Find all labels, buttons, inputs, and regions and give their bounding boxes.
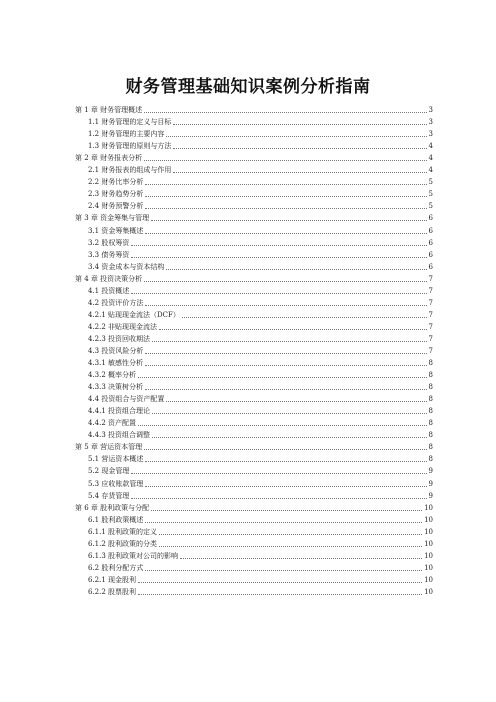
- toc-entry[interactable]: [75, 200, 433, 212]
- toc-entry-page-number: 7: [428, 322, 433, 331]
- toc-entry-page-number: 10: [424, 575, 433, 584]
- toc-dot-leader: [145, 570, 422, 571]
- toc-entry-page-number: 8: [428, 455, 433, 464]
- toc-entry-label: 3.3 债务筹资: [88, 250, 130, 259]
- toc-entry[interactable]: [75, 381, 433, 393]
- toc-entry-page-number: 5: [428, 178, 433, 187]
- toc-dot-leader: [138, 425, 426, 426]
- toc-entry-page-number: 7: [428, 298, 433, 307]
- toc-entry-page-number: 10: [424, 539, 433, 548]
- toc-entry-page-number: 10: [424, 563, 433, 572]
- toc-entry-label: 6.1.3 股利政策对公司的影响: [88, 551, 179, 560]
- toc-entry[interactable]: [75, 405, 433, 417]
- toc-entry[interactable]: [75, 369, 433, 381]
- toc-dot-leader: [144, 449, 426, 450]
- toc-entry[interactable]: [75, 562, 433, 574]
- toc-entry[interactable]: [75, 104, 433, 116]
- toc-dot-leader: [159, 546, 422, 547]
- toc-entry[interactable]: [75, 212, 433, 224]
- toc-entry-label: 第 5 章 营运资本管理: [75, 443, 143, 452]
- toc-entry-label: 第 2 章 财务报表分析: [75, 154, 143, 163]
- toc-entry[interactable]: [75, 574, 433, 586]
- toc-dot-leader: [131, 293, 426, 294]
- toc-entry-label: 5.2 现金管理: [88, 467, 130, 476]
- toc-entry-page-number: 8: [428, 395, 433, 404]
- toc-entry[interactable]: [75, 297, 433, 309]
- toc-dot-leader: [145, 305, 426, 306]
- toc-entry-label: 4.2.3 投资回收期法: [88, 334, 151, 343]
- toc-dot-leader: [145, 486, 426, 487]
- toc-entry[interactable]: [75, 441, 433, 453]
- toc-entry-page-number: 8: [428, 371, 433, 380]
- toc-dot-leader: [145, 233, 426, 234]
- toc-dot-leader: [152, 437, 426, 438]
- toc-entry[interactable]: [75, 586, 433, 598]
- toc-entry-label: 2.1 财务报表的组成与作用: [88, 166, 172, 175]
- toc-entry-page-number: 8: [428, 419, 433, 428]
- toc-entry[interactable]: [75, 345, 433, 357]
- toc-entry[interactable]: [75, 273, 433, 285]
- toc-dot-leader: [145, 461, 426, 462]
- toc-dot-leader: [152, 341, 426, 342]
- toc-entry-label: 第 3 章 资金筹集与管理: [75, 214, 150, 223]
- toc-entry-page-number: 3: [428, 130, 433, 139]
- toc-entry-label: 4.4.3 投资组合调整: [88, 431, 151, 440]
- toc-entry-page-number: 5: [428, 190, 433, 199]
- toc-dot-leader: [145, 522, 422, 523]
- toc-entry[interactable]: [75, 333, 433, 345]
- toc-entry-label: 5.4 存货管理: [88, 491, 130, 500]
- toc-entry-label: 6.1.1 股利政策的定义: [88, 527, 158, 536]
- toc-entry[interactable]: [75, 453, 433, 465]
- toc-dot-leader: [173, 172, 426, 173]
- toc-entry-label: 6.2.2 股票股利: [88, 587, 137, 596]
- toc-entry-page-number: 6: [428, 214, 433, 223]
- toc-entry-page-number: 4: [428, 154, 433, 163]
- toc-entry-label: 第 1 章 财务管理概述: [75, 106, 143, 115]
- toc-entry-page-number: 9: [428, 491, 433, 500]
- toc-entry-label: 6.2.1 现金股利: [88, 575, 137, 584]
- toc-entry-page-number: 8: [428, 407, 433, 416]
- toc-entry-page-number: 4: [428, 166, 433, 175]
- toc-entry-label: 4.2.1 贴现现金流法（DCF）: [88, 310, 180, 319]
- toc-entry-page-number: 7: [428, 286, 433, 295]
- toc-dot-leader: [173, 148, 426, 149]
- toc-entry[interactable]: [75, 164, 433, 176]
- toc-entry-label: 4.4.2 资产配置: [88, 419, 137, 428]
- toc-entry[interactable]: [75, 188, 433, 200]
- toc-entry[interactable]: [75, 514, 433, 526]
- toc-entry-page-number: 8: [428, 359, 433, 368]
- toc-entry[interactable]: [75, 176, 433, 188]
- toc-entry[interactable]: [75, 490, 433, 502]
- toc-dot-leader: [131, 245, 426, 246]
- toc-entry[interactable]: [75, 224, 433, 236]
- toc-dot-leader: [131, 498, 426, 499]
- toc-dot-leader: [144, 281, 426, 282]
- toc-entry-page-number: 7: [428, 310, 433, 319]
- toc-entry-label: 3.2 股权筹资: [88, 238, 130, 247]
- toc-entry-label: 1.3 财务管理的原则与方法: [88, 142, 172, 151]
- toc-entry[interactable]: [75, 261, 433, 273]
- toc-entry-page-number: 6: [428, 238, 433, 247]
- toc-entry-label: 4.3 投资风险分析: [88, 346, 144, 355]
- document-title: 财务管理基础知识案例分析指南: [125, 77, 371, 97]
- toc-entry-label: 4.4 投资组合与资产配置: [88, 395, 165, 404]
- table-of-contents: [75, 104, 433, 598]
- toc-dot-leader: [145, 196, 426, 197]
- toc-dot-leader: [145, 184, 426, 185]
- toc-entry-label: 4.3.3 决策树分析: [88, 383, 144, 392]
- toc-entry-page-number: 4: [428, 142, 433, 151]
- toc-entry[interactable]: [75, 237, 433, 249]
- toc-entry[interactable]: [75, 526, 433, 538]
- toc-entry-label: 第 4 章 投资决策分析: [75, 274, 143, 283]
- toc-entry-page-number: 10: [424, 587, 433, 596]
- toc-entry[interactable]: [75, 140, 433, 152]
- toc-dot-leader: [145, 208, 426, 209]
- toc-dot-leader: [145, 353, 426, 354]
- toc-dot-leader: [144, 112, 426, 113]
- toc-entry-page-number: 10: [424, 515, 433, 524]
- toc-entry-label: 4.2 投资评价方法: [88, 298, 144, 307]
- toc-entry[interactable]: [75, 116, 433, 128]
- toc-entry[interactable]: [75, 249, 433, 261]
- toc-dot-leader: [145, 389, 426, 390]
- toc-entry-label: 5.1 营运资本概述: [88, 455, 144, 464]
- toc-entry-label: 2.4 财务预警分析: [88, 202, 144, 211]
- toc-entry-page-number: 8: [428, 383, 433, 392]
- toc-dot-leader: [159, 534, 422, 535]
- toc-dot-leader: [182, 317, 427, 318]
- toc-entry[interactable]: [75, 502, 433, 514]
- toc-entry-label: 2.3 财务趋势分析: [88, 190, 144, 199]
- toc-entry[interactable]: [75, 538, 433, 550]
- toc-entry[interactable]: [75, 417, 433, 429]
- toc-entry-label: 3.4 资金成本与资本结构: [88, 262, 165, 271]
- toc-dot-leader: [151, 220, 426, 221]
- toc-entry[interactable]: [75, 321, 433, 333]
- toc-entry-page-number: 10: [424, 527, 433, 536]
- toc-entry-label: 4.3.1 敏感性分析: [88, 359, 144, 368]
- toc-entry[interactable]: [75, 393, 433, 405]
- toc-entry-page-number: 5: [428, 202, 433, 211]
- toc-dot-leader: [159, 329, 426, 330]
- toc-entry-label: 6.1 股利政策概述: [88, 515, 144, 524]
- toc-dot-leader: [131, 473, 426, 474]
- toc-entry[interactable]: [75, 429, 433, 441]
- toc-dot-leader: [151, 510, 422, 511]
- toc-entry-label: 6.1.2 股利政策的分类: [88, 539, 158, 548]
- toc-entry-label: 4.4.1 投资组合理论: [88, 407, 151, 416]
- toc-entry[interactable]: [75, 477, 433, 489]
- toc-dot-leader: [138, 377, 426, 378]
- toc-entry-page-number: 9: [428, 467, 433, 476]
- toc-entry-label: 4.1 投资概述: [88, 286, 130, 295]
- toc-entry-page-number: 3: [428, 106, 433, 115]
- toc-entry[interactable]: [75, 465, 433, 477]
- toc-dot-leader: [138, 594, 422, 595]
- toc-entry-page-number: 6: [428, 262, 433, 271]
- toc-entry-page-number: 10: [424, 503, 433, 512]
- toc-entry-page-number: 8: [428, 443, 433, 452]
- toc-entry[interactable]: [75, 309, 433, 321]
- toc-entry-page-number: 6: [428, 250, 433, 259]
- toc-dot-leader: [145, 365, 426, 366]
- toc-dot-leader: [152, 413, 426, 414]
- toc-dot-leader: [166, 269, 426, 270]
- toc-dot-leader: [138, 582, 422, 583]
- toc-entry[interactable]: [75, 128, 433, 140]
- toc-entry-label: 3.1 资金筹集概述: [88, 226, 144, 235]
- toc-entry-page-number: 7: [428, 334, 433, 343]
- toc-dot-leader: [131, 257, 426, 258]
- toc-entry-label: 1.2 财务管理的主要内容: [88, 130, 165, 139]
- toc-entry-page-number: 7: [428, 346, 433, 355]
- toc-dot-leader: [166, 401, 426, 402]
- toc-dot-leader: [144, 160, 426, 161]
- toc-entry-label: 5.3 应收账款管理: [88, 479, 144, 488]
- toc-dot-leader: [180, 558, 422, 559]
- toc-entry-label: 第 6 章 股利政策与分配: [75, 503, 150, 512]
- toc-entry-label: 1.1 财务管理的定义与目标: [88, 118, 172, 127]
- toc-entry-label: 6.2 股利分配方式: [88, 563, 144, 572]
- toc-entry-page-number: 3: [428, 118, 433, 127]
- toc-dot-leader: [173, 124, 426, 125]
- toc-entry-page-number: 6: [428, 226, 433, 235]
- toc-entry[interactable]: [75, 152, 433, 164]
- toc-entry-page-number: 7: [428, 274, 433, 283]
- toc-entry-page-number: 10: [424, 551, 433, 560]
- toc-entry-label: 2.2 财务比率分析: [88, 178, 144, 187]
- toc-dot-leader: [166, 136, 426, 137]
- toc-entry-label: 4.2.2 非贴现现金流法: [88, 322, 158, 331]
- toc-entry[interactable]: [75, 285, 433, 297]
- toc-entry[interactable]: [75, 357, 433, 369]
- toc-entry-page-number: 9: [428, 479, 433, 488]
- toc-entry[interactable]: [75, 550, 433, 562]
- toc-entry-page-number: 8: [428, 431, 433, 440]
- toc-entry-label: 4.3.2 概率分析: [88, 371, 137, 380]
